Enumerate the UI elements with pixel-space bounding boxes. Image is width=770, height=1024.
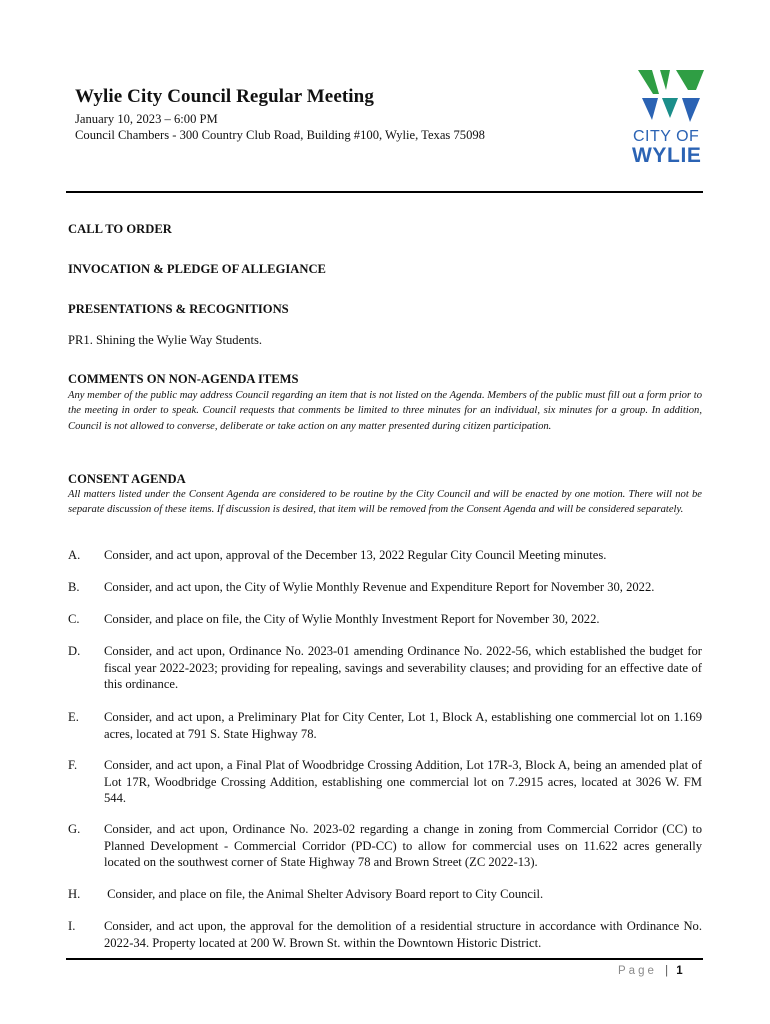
item-text: Consider, and act upon, Ordinance No. 2023-02 regarding a change in zoning from Commercial Corridor (CC) to Planned Development - Commercial Corridor (PD-CC) to allow for commercial uses on 11.622 acres generally located on the southwest corner of State Highway 78 and Brown Street (ZC 2022-13). xyxy=(104,822,702,869)
item-letter: I. xyxy=(68,919,76,933)
item-letter: B. xyxy=(68,580,80,594)
wylie-w-logo-icon xyxy=(630,68,710,128)
item-text: Consider, and act upon, a Preliminary Plat for City Center, Lot 1, Block A, establishing one commercial lot on 1.169 acres, located at 791 S. State Highway 78. xyxy=(104,710,702,741)
page-label: Page xyxy=(618,965,657,977)
comments-note: Any member of the public may address Council regarding an item that is not listed on the Agenda. Members of the public must fill out a form prior to the meeting in order to speak. Council requests that comments be limited to three minutes for an individual, six minutes for a group. In addition, Council is not allowed to converse, deliberate or take action on any matter presented during citizen participation. xyxy=(68,390,702,432)
item-letter: H. xyxy=(68,887,81,901)
logo-wylie-text: WYLIE xyxy=(632,144,702,167)
item-letter: G. xyxy=(68,822,81,836)
item-text: Consider, and act upon, Ordinance No. 2023-01 amending Ordinance No. 2022-56, which established the budget for fiscal year 2022-2023; providing for repealing, savings and severability clauses; and providing for an effective date of this ordinance. xyxy=(104,644,702,691)
invocation-heading: INVOCATION & PLEDGE OF ALLEGIANCE xyxy=(68,262,326,276)
item-letter: D. xyxy=(68,644,81,658)
item-text: Consider, and act upon, approval of the December 13, 2022 Regular City Council Meeting minutes. xyxy=(104,548,607,562)
item-letter: F. xyxy=(68,758,78,772)
page-title: Wylie City Council Regular Meeting xyxy=(75,86,374,107)
meeting-date: January 10, 2023 – 6:00 PM xyxy=(75,112,218,126)
comments-heading: COMMENTS ON NON-AGENDA ITEMS xyxy=(68,372,299,386)
consent-agenda-heading: CONSENT AGENDA xyxy=(68,472,186,486)
presentations-heading: PRESENTATIONS & RECOGNITIONS xyxy=(68,302,289,316)
item-text: Consider, and act upon, the City of Wylie Monthly Revenue and Expenditure Report for November 30, 2022. xyxy=(104,580,655,594)
meeting-location: Council Chambers - 300 Country Club Road, Building #100, Wylie, Texas 75098 xyxy=(75,128,485,142)
item-text: Consider, and place on file, the Animal Shelter Advisory Board report to City Council. xyxy=(104,887,544,901)
logo-city-of-text: CITY OF xyxy=(633,128,700,145)
item-letter: A. xyxy=(68,548,81,562)
header-divider xyxy=(66,191,703,193)
consent-agenda-note: All matters listed under the Consent Agenda are considered to be routine by the City Council and will be enacted by one motion. There will not be separate discussion of these items. If discussion is desired, that item will be removed from the Consent Agenda and will be considered separately. xyxy=(68,489,702,516)
item-text: Consider, and place on file, the City of Wylie Monthly Investment Report for November 30, 2022. xyxy=(104,612,600,626)
item-letter: E. xyxy=(68,710,79,724)
city-of-wylie-logo xyxy=(630,68,710,168)
presentation-item-pr1: PR1. Shining the Wylie Way Students. xyxy=(68,333,263,347)
footer-divider xyxy=(66,958,703,960)
item-text: Consider, and act upon, the approval for the demolition of a residential structure in accordance with Ordinance No. 2022-34. Property located at 200 W. Brown St. within the Downtown Historic District. xyxy=(104,919,702,950)
item-text: Consider, and act upon, a Final Plat of Woodbridge Crossing Addition, Lot 17R-3, Block A, being an amended plat of Lot 17R, Woodbridge Crossing Addition, establishing one commercial lot on 7.2915 acres, located at 3026 W. FM 544. xyxy=(104,758,702,805)
page-separator: | xyxy=(665,965,669,977)
call-to-order-heading: CALL TO ORDER xyxy=(68,222,172,236)
page-number-value: 1 xyxy=(676,965,683,977)
item-letter: C. xyxy=(68,612,80,626)
page-number xyxy=(618,965,683,977)
